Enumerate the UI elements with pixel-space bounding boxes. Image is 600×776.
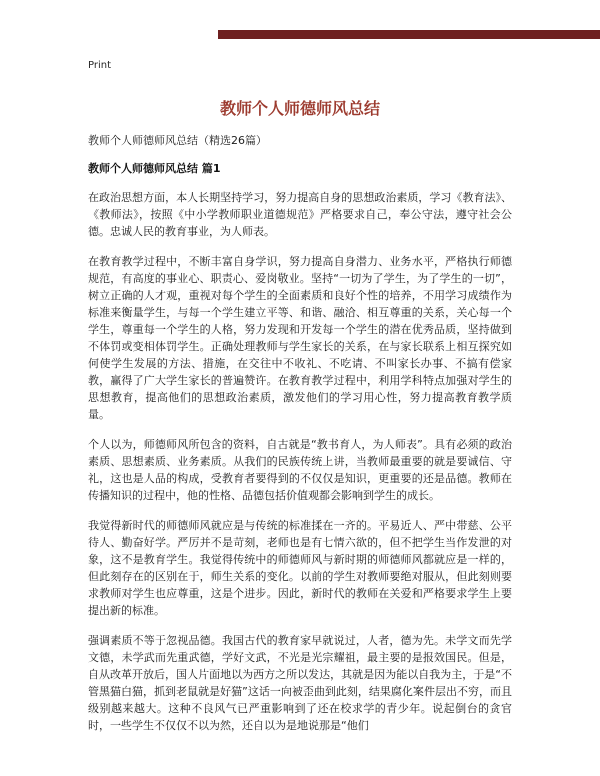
body-paragraph: 在政治思想方面，本人长期坚持学习，努力提高自身的思想政治素质，学习《教育法》、《教师法》，按照《中小学教师职业道德规范》严格要求自己，奉公守法，遵守社会公德。忠诚人民的教育事业，为人师表。 bbox=[88, 191, 512, 238]
body-paragraph: 我觉得新时代的师德师风就应是与传统的标准揉在一齐的。平易近人、严中带慈、公平待人、勤奋好学。严厉并不是苛刻，老师也是有七情六欲的，但不把学生当作发泄的对象，这不是教育学生。我觉得传统中的师德师风与新时期的师德师风都就应是一样的，但此刻存在的区别在于，师生关系的变化。以前的学生对教师要绝对服从，但此刻则要求教师对学生也应尊重，这是个进步。因此，新时代的教师在关爱和严格要求学生上要提出新的标准。 bbox=[88, 519, 512, 617]
body-paragraph: 在教育教学过程中，不断丰富自身学识，努力提高自身潜力、业务水平，严格执行师德规范，有高度的事业心、职责心、爱岗敬业。坚持“一切为了学生，为了学生的一切”，树立正确的人才观，重视对每个学生的全面素质和良好个性的培养，不用学习成绩作为标准来衡量学生，与每一个学生建立平等、和谐、融洽、相互尊重的关系，关心每一个学生，尊重每一个学生的人格，努力发现和开发每一个学生的潜在优秀品质，坚持做到不体罚或变相体罚学生。正确处理教师与学生家长的关系，在与家长联系上相互探究如何使学生发展的方法、措施，在交往中不收礼、不吃请、不叫家长办事、不搞有偿家教，赢得了广大学生家长的普遍赞许。在教育教学过程中，利用学科特点加强对学生的思想教育，提高他们的思想政治素质，激发他们的学习用心性，努力提高教育教学质量。 bbox=[88, 255, 512, 421]
body-paragraph: 强调素质不等于忽视品德。我国古代的教育家早就说过，人者，德为先。未学文而先学文德，未学武而先重武德，学好文武，不光是光宗耀祖，最主要的是报效国民。但是，自从改革开放后，国人片面地以为西方之所以发达，其就是因为能以自我为主，于是“不管黑猫白猫，抓到老鼠就是好猫”这话一向被歪曲到此刻，结果腐化案件层出不穷，而且级别越来越大。这种不良风气已严重影响到了还在校求学的青少年。说起倒台的贪官时，一些学生不仅仅不以为然，还自以为是地说那是“他们 bbox=[88, 634, 512, 732]
document-content bbox=[88, 100, 512, 747]
print-link[interactable]: Print bbox=[88, 60, 112, 71]
page-title: 教师个人师德师风总结 bbox=[219, 99, 380, 118]
document-subtitle: 教师个人师德师风总结（精选26篇） bbox=[88, 134, 267, 147]
section-heading: 教师个人师德师风总结 篇1 bbox=[88, 162, 221, 175]
body-paragraph: 个人以为，师德师风所包含的资料，自古就是“教书育人，为人师表”。具有必须的政治素质、思想素质、业务素质。从我们的民族传统上讲，当教师最重要的就是要诚信、守礼，这也是人品的构成，受教育者要得到的不仅仅是知识，更重要的还是品德。教师在传播知识的过程中，他的性格、品德包括价值观都会影响到学生的成长。 bbox=[88, 438, 512, 502]
top-accent-bar bbox=[218, 30, 600, 39]
